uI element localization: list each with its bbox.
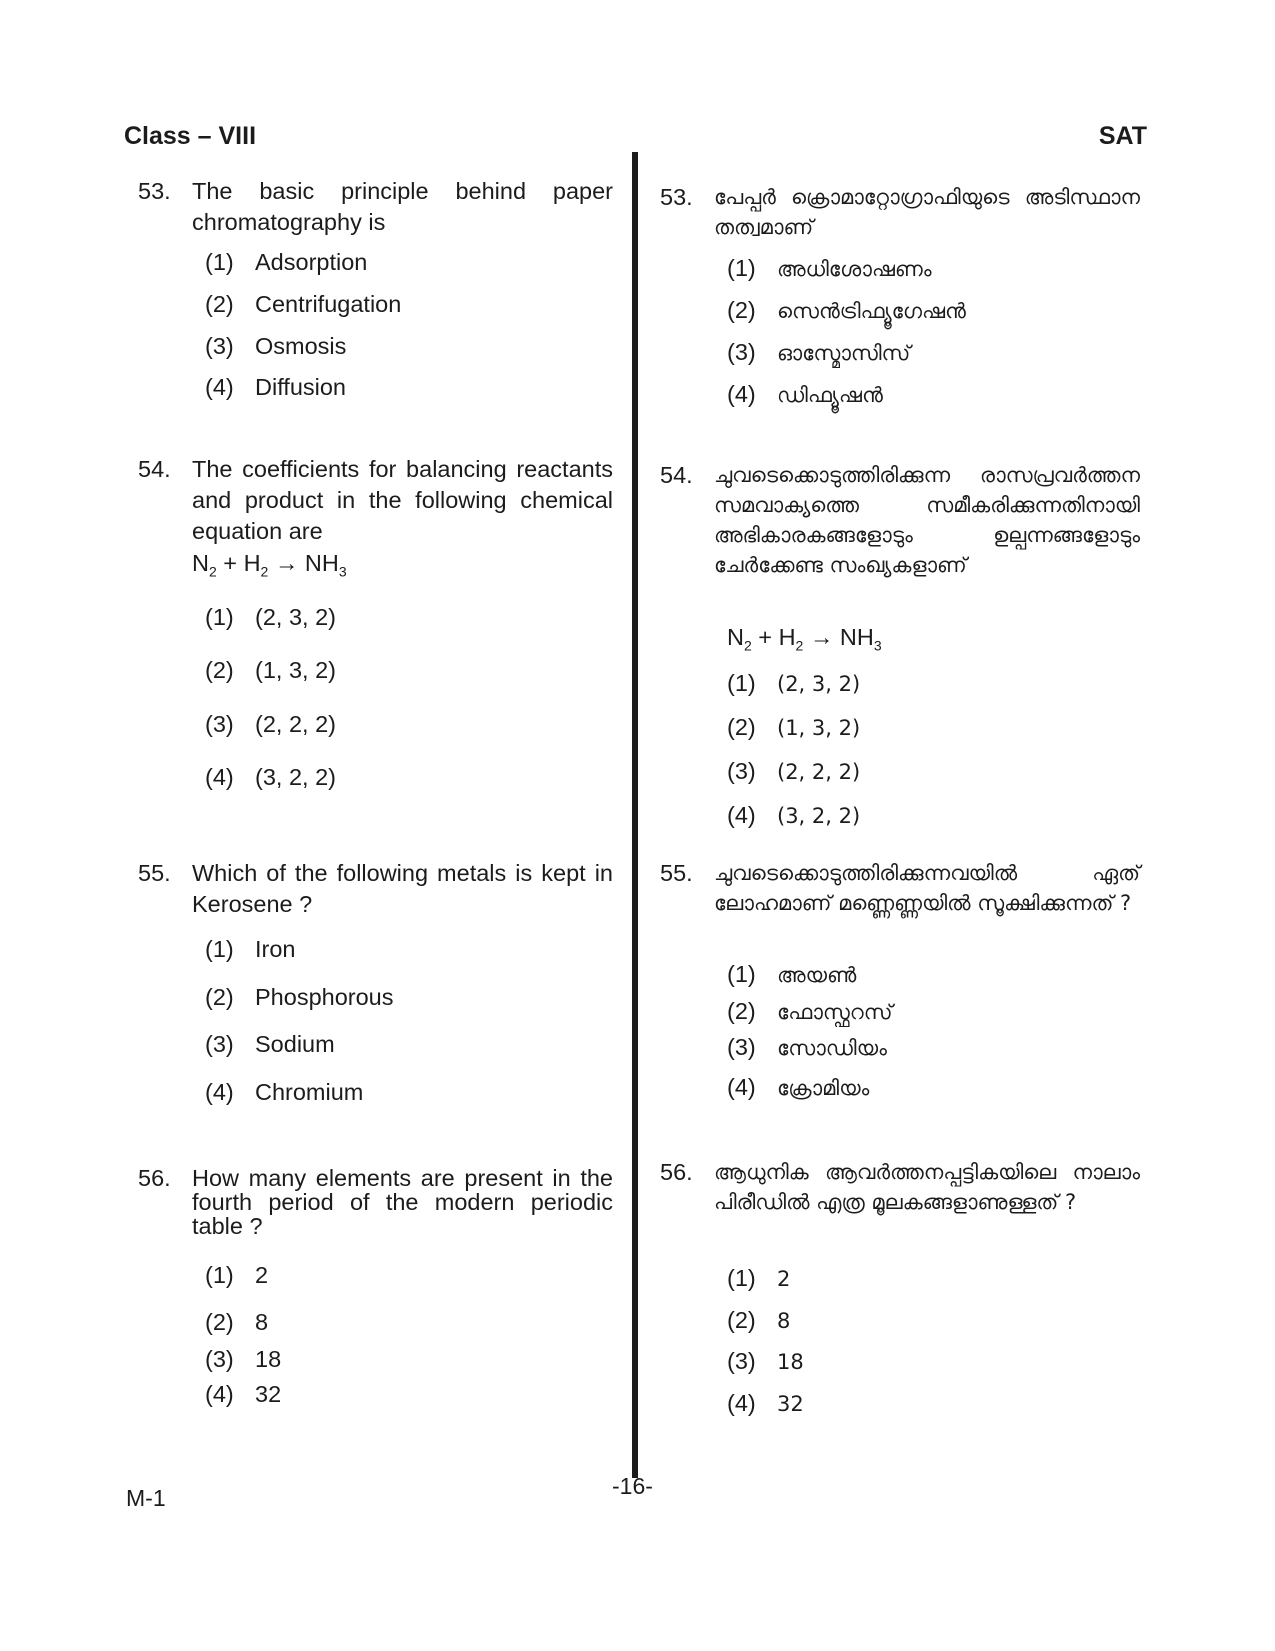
option-4: (4) Diffusion (205, 374, 347, 400)
question-55 (138, 858, 613, 1105)
question-text: The coefficients for balancing reactants and product in the following chemical equation are (192, 456, 613, 544)
question-text: The basic principle behind paper chromatography is (192, 178, 613, 235)
question-56 (138, 1165, 613, 1407)
option-3: (3) (2, 2, 2) (205, 711, 336, 737)
question-number: 53. (138, 178, 171, 204)
option-2: (2) (1, 3, 2) (727, 714, 861, 740)
option-1: (1) അധിശോഷണം (727, 255, 932, 281)
question-54 (138, 454, 613, 790)
option-3: (3) Osmosis (205, 333, 347, 359)
question-text: ആധുനിക ആവർത്തനപ്പട്ടികയിലെ നാലാം പിരീഡിൽ എത്ര മൂലകങ്ങളാണുള്ളത് ? (714, 1160, 1140, 1214)
question-53-ml (660, 182, 1140, 407)
option-3: (3) (2, 2, 2) (727, 758, 861, 784)
question-text: പേപ്പർ ക്രൊമാറ്റോഗ്രാഫിയുടെ അടിസ്ഥാന തത്വമാണ് (714, 185, 1140, 239)
option-3: (3) സോഡിയം (727, 1034, 887, 1060)
option-1: (1) (2, 3, 2) (205, 604, 336, 630)
question-number: 56. (660, 1159, 693, 1185)
option-2: (2) 8 (205, 1309, 269, 1335)
option-1: (1) 2 (727, 1265, 791, 1291)
question-number: 55. (660, 860, 693, 886)
question-number: 54. (660, 462, 693, 488)
option-2: (2) സെൻട്രിഫ്യൂഗേഷൻ (727, 297, 966, 323)
option-1: (1) 2 (205, 1262, 269, 1288)
option-1: (1) Adsorption (205, 249, 368, 275)
question-text: ചുവടെക്കൊടുത്തിരിക്കുന്നവയിൽ ഏത് ലോഹമാണ് മണ്ണെണ്ണയിൽ സൂക്ഷിക്കുന്നത് ? (714, 861, 1140, 915)
question-number: 55. (138, 860, 171, 886)
option-2: (2) (1, 3, 2) (205, 657, 336, 683)
paper-code: M-1 (126, 1485, 166, 1511)
header-class: Class – VIII (124, 122, 257, 150)
option-4: (4) (3, 2, 2) (727, 802, 861, 828)
question-number: 56. (138, 1165, 171, 1191)
option-1: (1) അയൺ (727, 961, 857, 987)
option-3: (3) Sodium (205, 1031, 335, 1057)
option-4: (4) ക്രോമിയം (727, 1074, 870, 1100)
option-3: (3) ഓസ്മോസിസ് (727, 339, 911, 365)
question-56-ml (660, 1157, 1140, 1416)
question-number: 53. (660, 184, 693, 210)
question-text: ചുവടെക്കൊടുത്തിരിക്കുന്ന രാസപ്രവർത്തന സമവാക്യത്തെ സമീകരിക്കുന്നതിനായി അഭികാരകങ്ങളോടും ഉല്പന്നങ്ങളോടും ചേർക്കേണ്ട സംഖ്യകളാണ് (714, 463, 1140, 577)
option-4: (4) ഡിഫ്യൂഷൻ (727, 381, 883, 407)
question-text: Which of the following metals is kept in Kerosene ? (192, 860, 613, 917)
option-3: (3) 18 (205, 1346, 282, 1372)
question-54-ml (660, 460, 1140, 828)
option-2: (2) Centrifugation (205, 291, 402, 317)
option-1: (1) Iron (205, 936, 296, 962)
column-divider (632, 152, 638, 1478)
question-55-ml (660, 858, 1140, 1100)
question-text: How many elements are present in the fourth period of the modern periodic table ? (192, 1165, 613, 1239)
option-3: (3) 18 (727, 1348, 804, 1374)
question-53 (138, 176, 613, 400)
option-1: (1) (2, 3, 2) (727, 670, 861, 696)
chemical-equation: $N_2 + H_2 \to NH_3$ (192, 550, 347, 580)
option-2: (2) Phosphorous (205, 984, 394, 1010)
option-4: (4) 32 (205, 1381, 282, 1407)
page-number: -16- (612, 1473, 653, 1499)
question-number: 54. (138, 456, 171, 482)
option-4: (4) (3, 2, 2) (205, 764, 336, 790)
option-4: (4) 32 (727, 1390, 804, 1416)
option-2: (2) ഫോസ്ഫറസ് (727, 998, 893, 1024)
chemical-equation: $N_2 + H_2 \to NH_3$ (727, 624, 882, 654)
option-2: (2) 8 (727, 1307, 791, 1333)
header-exam: SAT (1098, 122, 1147, 150)
option-4: (4) Chromium (205, 1079, 364, 1105)
